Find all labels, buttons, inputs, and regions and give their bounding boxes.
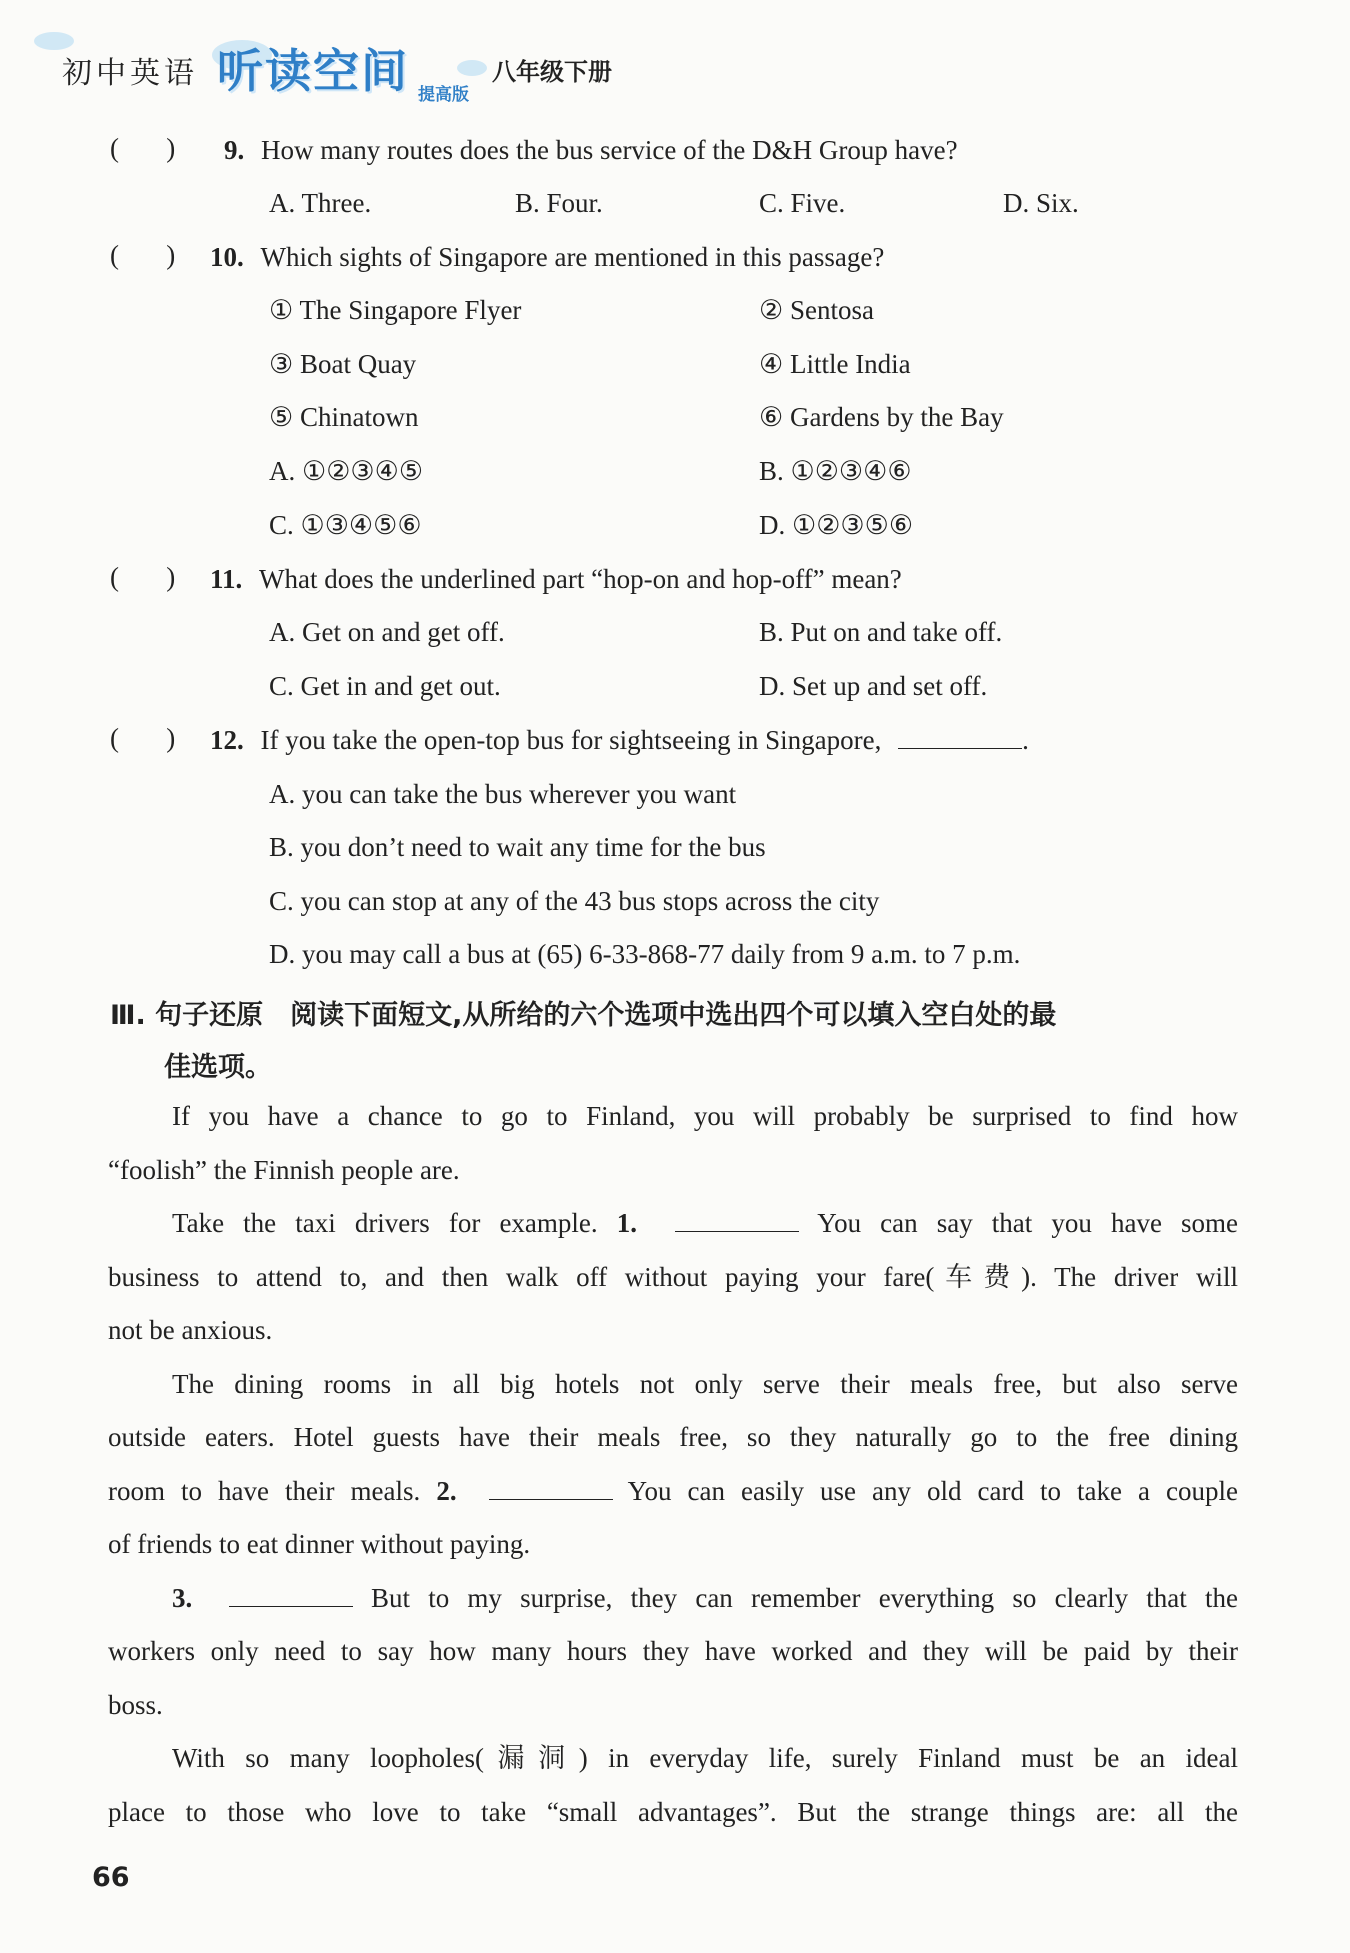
- passage-line: With so many loopholes(漏洞) in everyday life, surely Finland must be an ideal: [172, 1743, 1238, 1773]
- option: B. Four.: [515, 188, 603, 218]
- option: D. you may call a bus at (65) 6-33-868-77 daily from 9 a.m. to 7 p.m.: [269, 939, 1021, 969]
- passage-line: “foolish” the Finnish people are.: [108, 1154, 460, 1185]
- question-stem: If you take the open-top bus for sightseeing in Singapore,: [260, 725, 882, 755]
- passage-line: [108, 1465, 1238, 1519]
- answer-bracket: ( ): [110, 240, 176, 270]
- brand-title: 听读空间: [217, 44, 409, 98]
- option: C. you can stop at any of the 43 bus stops across the city: [269, 886, 880, 916]
- passage-line: boss.: [108, 1689, 163, 1720]
- passage-line: of friends to eat dinner without paying.: [108, 1529, 531, 1559]
- passage: [108, 1090, 1238, 1839]
- option: B. Put on and take off.: [759, 617, 1003, 647]
- option: A. Get on and get off.: [269, 617, 505, 647]
- grade-label: 八年级下册: [492, 58, 612, 86]
- option: A. you can take the bus wherever you want: [269, 779, 737, 809]
- answer-blank: [489, 1477, 613, 1500]
- passage-text: Take the taxi drivers for example.: [172, 1208, 617, 1238]
- blank-number: 1.: [616, 1208, 637, 1238]
- sight-item: ② Sentosa: [759, 295, 874, 325]
- passage-line: [108, 1197, 1238, 1251]
- question-number: 12.: [210, 725, 244, 755]
- answer-bracket: ( ): [110, 723, 176, 753]
- passage-line: The dining rooms in all big hotels not only serve their meals free, but also serve: [172, 1368, 1238, 1399]
- cloud-decoration: [457, 60, 487, 76]
- answer-blank: [898, 726, 1022, 749]
- option: D. Set up and set off.: [759, 671, 988, 701]
- page-number: 66: [92, 1862, 130, 1893]
- option: C. Get in and get out.: [269, 671, 501, 701]
- passage-text: But to my surprise, they can remember everything so clearly that the: [352, 1582, 1239, 1613]
- passage-text: You can say that you have some: [799, 1208, 1239, 1238]
- option: B. ①②③④⑥: [759, 456, 912, 486]
- question-number: 11.: [210, 564, 243, 594]
- option: D. Six.: [1003, 188, 1079, 218]
- passage-line: outside eaters. Hotel guests have their meals free, so they naturally go to the free dining: [108, 1422, 1238, 1452]
- blank-number: 2.: [436, 1475, 457, 1506]
- option: A. Three.: [269, 188, 372, 218]
- passage-line: [108, 1572, 1238, 1626]
- passage-line: If you have a chance to go to Finland, you will probably be surprised to find how: [172, 1101, 1238, 1131]
- answer-bracket: ( ): [110, 562, 176, 592]
- edition-label: 提高版: [418, 85, 469, 105]
- passage-line: place to those who love to take “small advantages”. But the strange things are: all the: [108, 1796, 1238, 1827]
- question-stem: Which sights of Singapore are mentioned in this passage?: [260, 242, 885, 272]
- section-title-cont: 佳选项。: [164, 1052, 272, 1083]
- passage-line: workers only need to say how many hours they have worked and they will be paid by their: [108, 1636, 1238, 1666]
- blank-number: 3.: [172, 1582, 193, 1613]
- option: C. ①③④⑤⑥: [269, 510, 422, 540]
- question-stem: How many routes does the bus service of the D&H Group have?: [261, 135, 958, 165]
- option: B. you don’t need to wait any time for the bus: [269, 832, 766, 862]
- passage-text: You can easily use any old card to take a couple: [612, 1475, 1239, 1506]
- answer-blank: [229, 1584, 353, 1607]
- series-prefix: 初中英语: [62, 56, 198, 91]
- option: D. ①②③⑤⑥: [759, 510, 914, 540]
- question-12: 12. If you take the open-top bus for sightseeing in Singapore, .: [210, 725, 1029, 755]
- option: C. Five.: [759, 188, 846, 218]
- passage-line: business to attend to, and then walk off without paying your fare(车费). The driver will: [108, 1261, 1238, 1292]
- question-9: [224, 133, 958, 167]
- question-stem: What does the underlined part “hop-on and hop-off” mean?: [259, 564, 902, 594]
- option: A. ①②③④⑤: [269, 456, 424, 486]
- question-11: [210, 562, 902, 596]
- answer-bracket: ( ): [110, 133, 176, 163]
- question-number: 10.: [210, 242, 244, 272]
- passage-text: room to have their meals.: [108, 1475, 437, 1506]
- passage-line: not be anxious.: [108, 1315, 273, 1345]
- answer-blank: [675, 1209, 799, 1232]
- sight-item: ④ Little India: [759, 349, 911, 379]
- question-10: [210, 240, 884, 274]
- sight-item: ⑤ Chinatown: [269, 402, 419, 432]
- section-title: Ⅲ. 句子还原 阅读下面短文,从所给的六个选项中选出四个可以填入空白处的最: [110, 1000, 1057, 1031]
- sight-item: ③ Boat Quay: [269, 349, 417, 379]
- question-number: 9.: [224, 135, 245, 165]
- sight-item: ⑥ Gardens by the Bay: [759, 402, 1004, 432]
- sight-item: ① The Singapore Flyer: [269, 295, 522, 325]
